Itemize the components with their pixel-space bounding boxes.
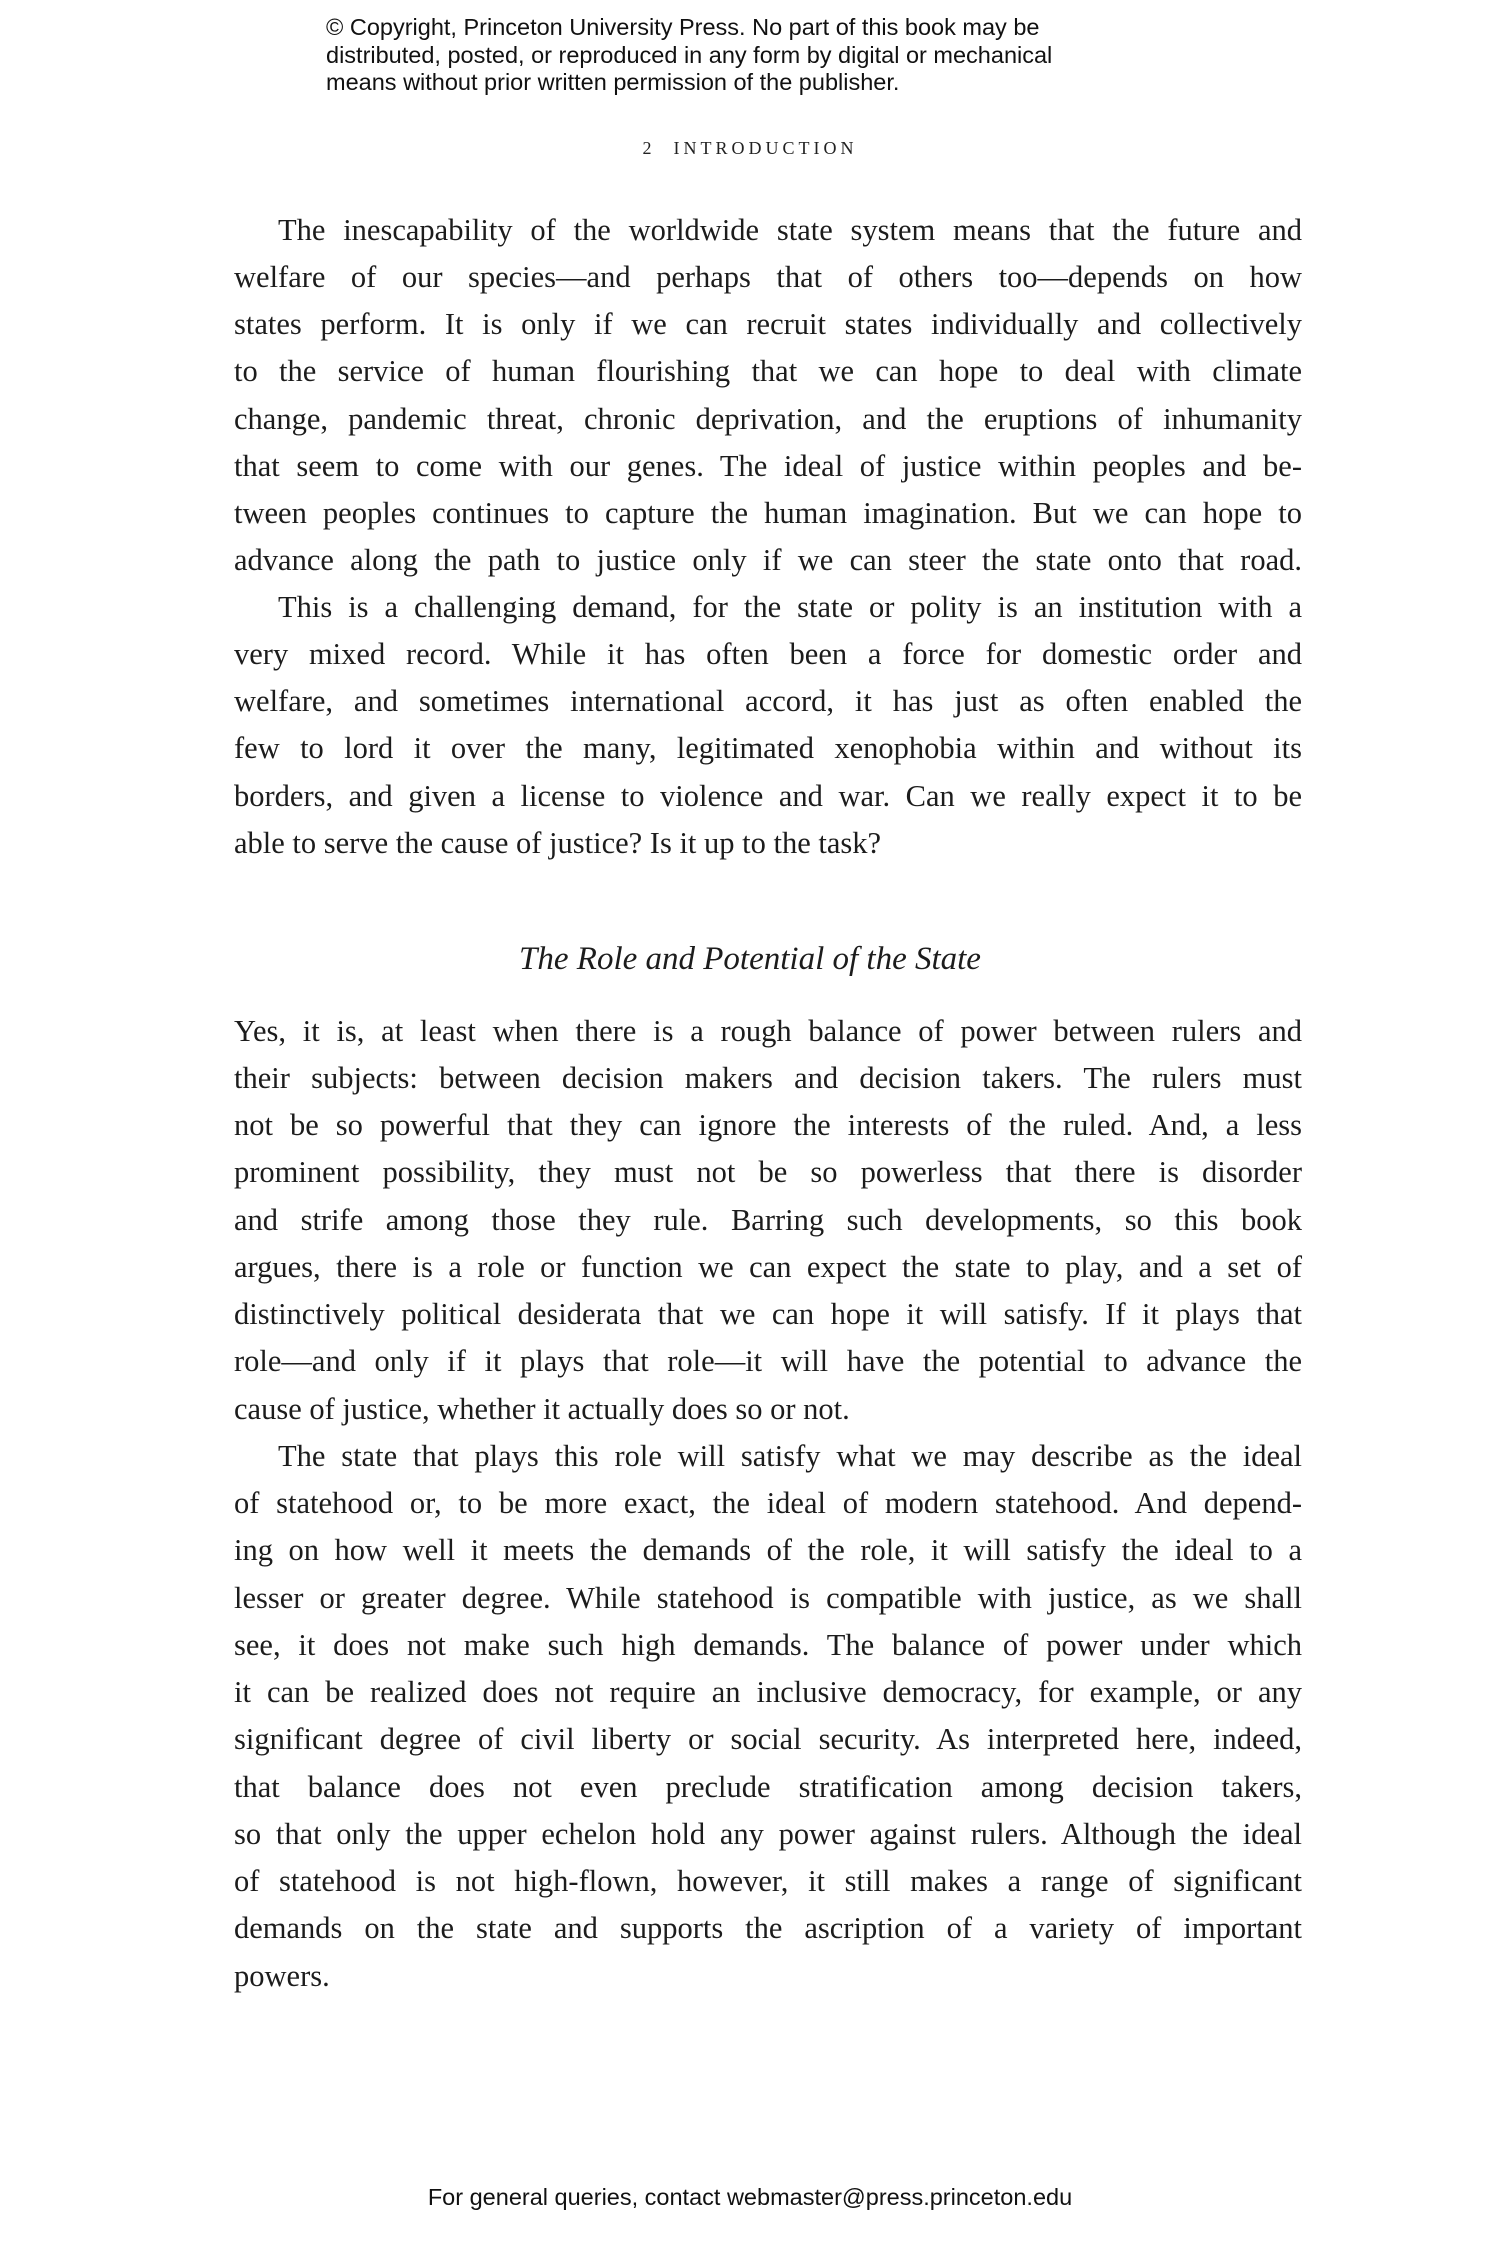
text-line: The inescapability of the worldwide state system means that the future and — [278, 213, 1302, 247]
chapter-title: INTRODUCTION — [673, 138, 858, 158]
text-line: their subjects: between decision makers and decision takers. The rulers must — [234, 1061, 1302, 1095]
text-line: welfare of our species—and perhaps that of others too—depends on how — [234, 260, 1302, 294]
text-line: cause of justice, whether it actually does so or not. — [234, 1392, 850, 1426]
text-line: role—and only if it plays that role—it will have the potential to advance the — [234, 1344, 1302, 1378]
footer-contact: For general queries, contact webmaster@press.princeton.edu — [427, 2184, 1073, 2210]
text-line: tween peoples continues to capture the human imagination. But we can hope to — [234, 496, 1302, 530]
text-line: able to serve the cause of justice? Is it up to the task? — [234, 826, 882, 860]
text-line: argues, there is a role or function we can expect the state to play, and a set of — [234, 1250, 1302, 1284]
section-heading: The Role and Potential of the State — [519, 941, 981, 977]
text-line: that balance does not even preclude stratification among decision takers, — [234, 1770, 1302, 1804]
text-line: few to lord it over the many, legitimated xenophobia within and without its — [234, 731, 1302, 765]
text-line: and strife among those they rule. Barring such developments, so this book — [234, 1203, 1302, 1237]
running-head — [0, 138, 1500, 159]
text-line: of statehood is not high-flown, however, it still makes a range of significant — [234, 1864, 1302, 1898]
text-line: it can be realized does not require an inclusive democracy, for example, or any — [234, 1675, 1302, 1709]
copyright-notice — [326, 14, 1226, 97]
copyright-line: means without prior written permission of the publisher. — [326, 69, 900, 95]
text-line: to the service of human flourishing that we can hope to deal with climate — [234, 354, 1302, 388]
text-line: so that only the upper echelon hold any power against rulers. Although the ideal — [234, 1817, 1302, 1851]
text-line: of statehood or, to be more exact, the ideal of modern statehood. And depend- — [234, 1486, 1302, 1520]
text-line: advance along the path to justice only if we can steer the state onto that road. — [234, 543, 1302, 577]
text-line: Yes, it is, at least when there is a rough balance of power between rulers and — [234, 1014, 1302, 1048]
text-line: powers. — [234, 1959, 330, 1993]
text-line: ing on how well it meets the demands of the role, it will satisfy the ideal to a — [234, 1533, 1302, 1567]
text-line: states perform. It is only if we can recruit states individually and collectively — [234, 307, 1302, 341]
text-line: This is a challenging demand, for the state or polity is an institution with a — [278, 590, 1302, 624]
text-line: change, pandemic threat, chronic deprivation, and the eruptions of inhumanity — [234, 402, 1302, 436]
text-line: prominent possibility, they must not be so powerless that there is disorder — [234, 1155, 1302, 1189]
text-line: see, it does not make such high demands. The balance of power under which — [234, 1628, 1302, 1662]
text-line: The state that plays this role will satisfy what we may describe as the ideal — [278, 1439, 1302, 1473]
text-line: lesser or greater degree. While statehood is compatible with justice, as we shall — [234, 1581, 1302, 1615]
text-line: welfare, and sometimes international accord, it has just as often enabled the — [234, 684, 1302, 718]
page-number: 2 — [642, 138, 652, 158]
text-line: demands on the state and supports the ascription of a variety of important — [234, 1911, 1302, 1945]
text-line: borders, and given a license to violence and war. Can we really expect it to be — [234, 779, 1302, 813]
text-line: significant degree of civil liberty or social security. As interpreted here, indeed, — [234, 1722, 1302, 1756]
copyright-line: distributed, posted, or reproduced in any form by digital or mechanical — [326, 41, 1053, 68]
text-line: distinctively political desiderata that we can hope it will satisfy. If it plays that — [234, 1297, 1302, 1331]
text-line: very mixed record. While it has often been a force for domestic order and — [234, 637, 1302, 671]
text-line: that seem to come with our genes. The ideal of justice within peoples and be- — [234, 449, 1302, 483]
copyright-line: © Copyright, Princeton University Press. No part of this book may be — [326, 14, 1040, 40]
text-line: not be so powerful that they can ignore the interests of the ruled. And, a less — [234, 1108, 1302, 1142]
